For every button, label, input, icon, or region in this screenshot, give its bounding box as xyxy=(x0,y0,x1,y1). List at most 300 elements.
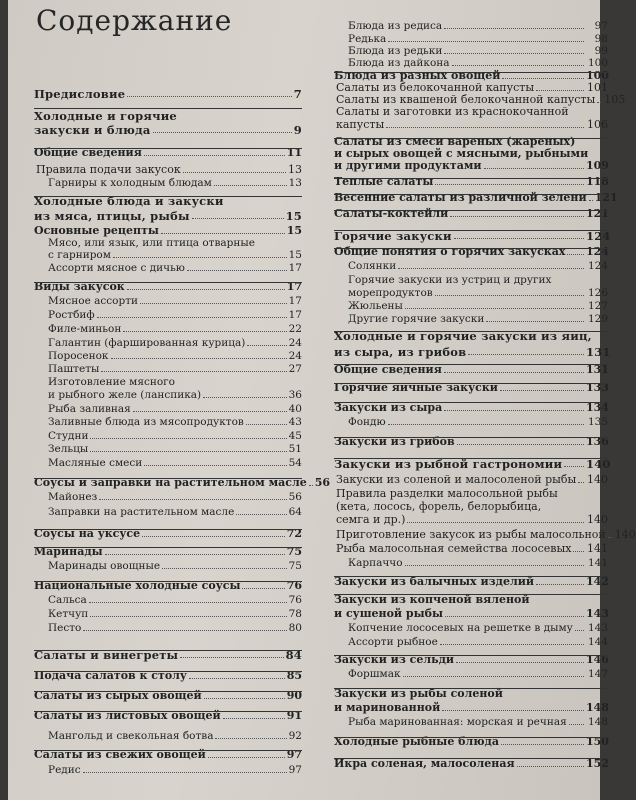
dot-leader xyxy=(144,465,286,466)
dot-leader xyxy=(578,482,584,483)
toc-entry-title: Закуски из копченой вяленой xyxy=(334,593,530,606)
toc-entry-page: 13 xyxy=(288,177,302,189)
toc-entry-title: Паштеты xyxy=(48,363,100,375)
toc-entry xyxy=(334,313,608,325)
dot-leader xyxy=(486,321,584,322)
dot-leader xyxy=(236,514,286,515)
toc-entry-title: Подача салатов к столу xyxy=(34,669,187,682)
toc-entry xyxy=(34,416,302,428)
toc-entry-page: 92 xyxy=(288,730,302,742)
section-divider xyxy=(334,72,608,73)
toc-entry-title: Салаты из белокочанной капусты xyxy=(336,81,535,94)
toc-entry xyxy=(334,402,608,414)
toc-entry-title: и сушеной рыбы xyxy=(334,607,444,620)
toc-entry-page: 75 xyxy=(286,545,302,558)
toc-entry xyxy=(334,474,608,486)
dot-leader xyxy=(127,289,285,290)
dot-leader xyxy=(142,536,285,537)
toc-entry xyxy=(334,345,611,359)
dot-leader xyxy=(500,390,584,391)
toc-entry-title: морепродуктов xyxy=(348,287,433,299)
toc-entry xyxy=(34,560,302,572)
toc-entry xyxy=(334,229,611,243)
toc-entry-page: 17 xyxy=(288,309,302,321)
toc-entry-page: 17 xyxy=(288,262,302,274)
toc-entry-page: 97 xyxy=(288,764,302,776)
toc-entry-title: Заправки на растительном масле xyxy=(48,506,235,518)
toc-entry-page: 106 xyxy=(587,118,608,131)
toc-entry xyxy=(34,124,302,136)
dot-leader xyxy=(405,308,584,309)
toc-entry-page: 91 xyxy=(286,709,302,722)
toc-entry-title: Карпаччо xyxy=(348,557,403,569)
dot-leader xyxy=(444,372,584,373)
toc-entry-title: Общие понятия о горячих закусках xyxy=(334,245,566,258)
dot-leader xyxy=(89,602,287,603)
toc-entry xyxy=(334,119,608,131)
dot-leader xyxy=(569,724,584,725)
dot-leader xyxy=(435,295,584,296)
toc-entry-page: 152 xyxy=(586,757,609,770)
toc-entry-title: Горячие яичные закуски xyxy=(334,381,498,394)
toc-entry-title: из мяса, птицы, рыбы xyxy=(34,209,190,223)
toc-entry-title: Основные рецепты xyxy=(34,224,159,237)
section-divider xyxy=(334,655,608,656)
toc-entry xyxy=(334,702,608,714)
toc-entry-page: 9 xyxy=(293,123,302,137)
toc-entry-page: 7 xyxy=(293,87,302,101)
section-divider xyxy=(34,547,302,548)
toc-entry xyxy=(334,260,608,272)
toc-entry xyxy=(334,594,608,606)
toc-entry-title: Национальные холодные соусы xyxy=(34,579,241,592)
toc-entry-title: капусты xyxy=(336,118,385,131)
toc-entry-page: 105 xyxy=(604,93,626,106)
toc-entry xyxy=(34,323,302,335)
toc-entry-page: 17 xyxy=(288,295,302,307)
dot-leader xyxy=(183,172,286,173)
toc-entry-page: 127 xyxy=(587,300,608,312)
toc-entry xyxy=(34,262,302,274)
dot-leader xyxy=(450,216,584,217)
toc-entry-page: 97 xyxy=(286,748,302,761)
toc-entry-title: Холодные блюда и закуски xyxy=(34,194,224,208)
dot-leader xyxy=(204,698,285,699)
toc-entry-title: (кета, лосось, форель, белорыбица, xyxy=(336,500,542,513)
toc-entry-page: 51 xyxy=(288,443,302,455)
toc-entry-title: Закуски из соленой и малосоленой рыбы xyxy=(336,473,577,486)
dot-leader xyxy=(140,303,287,304)
dot-leader xyxy=(452,65,584,66)
toc-entry xyxy=(334,528,636,541)
toc-entry-title: Закуски из сельди xyxy=(334,653,455,666)
toc-entry-title: и сырых овощей с мясными, рыбными xyxy=(334,147,589,160)
dot-leader xyxy=(223,718,285,719)
toc-entry-title: Салаты из квашеной белокочанной капусты xyxy=(336,93,596,106)
toc-entry xyxy=(334,33,608,45)
toc-entry-page: 140 xyxy=(586,457,611,471)
dot-leader xyxy=(597,102,601,103)
toc-entry-title: Песто xyxy=(48,622,82,634)
dot-leader xyxy=(208,757,285,758)
dot-leader xyxy=(111,358,287,359)
toc-entry-title: Другие горячие закуски xyxy=(348,313,485,325)
toc-entry-page: 85 xyxy=(286,669,302,682)
toc-entry xyxy=(34,457,302,469)
toc-entry-page: 143 xyxy=(586,607,609,620)
toc-entry-page: 121 xyxy=(586,207,609,220)
dot-leader xyxy=(113,257,287,258)
toc-entry-title: Предисловие xyxy=(34,87,126,101)
toc-entry-title: Мясное ассорти xyxy=(48,295,138,307)
toc-entry-page: 146 xyxy=(586,653,609,666)
toc-entry-title: Салаты и заготовки из краснокочанной xyxy=(336,105,569,118)
toc-entry xyxy=(334,716,608,728)
dot-leader xyxy=(501,744,584,745)
toc-entry-title: Изготовление мясного xyxy=(48,376,175,388)
toc-entry-title: Фондю xyxy=(348,416,386,428)
dot-leader xyxy=(83,772,287,773)
toc-entry xyxy=(334,576,608,588)
dot-leader xyxy=(444,410,584,411)
toc-entry xyxy=(334,501,608,513)
dot-leader xyxy=(203,397,286,398)
section-divider xyxy=(334,576,608,577)
dot-leader xyxy=(99,499,286,500)
toc-entry xyxy=(334,364,608,376)
toc-entry-page: 118 xyxy=(586,175,609,188)
toc-entry-title: Сальса xyxy=(48,594,87,606)
dot-leader xyxy=(162,568,287,569)
toc-entry-page: 129 xyxy=(587,313,608,325)
toc-entry-page: 124 xyxy=(586,229,611,243)
toc-entry-title: Заливные блюда из мясопродуктов xyxy=(48,416,244,428)
section-divider xyxy=(34,196,302,197)
dot-leader xyxy=(180,657,283,658)
toc-entry-page: 99 xyxy=(594,45,608,57)
toc-entry-title: Масляные смеси xyxy=(48,457,143,469)
toc-entry-title: Салаты-коктейли xyxy=(334,207,449,220)
toc-entry-page: 101 xyxy=(587,81,608,94)
dot-leader xyxy=(407,522,584,523)
toc-entry-page: 144 xyxy=(587,636,608,648)
toc-entry-page: 45 xyxy=(288,430,302,442)
toc-entry-page: 36 xyxy=(288,389,302,401)
toc-entry xyxy=(34,443,302,455)
toc-entry-page: 84 xyxy=(285,648,302,662)
toc-entry-title: Весенние салаты из различной зелени xyxy=(334,191,587,204)
dot-leader xyxy=(567,254,584,255)
dot-leader xyxy=(517,766,584,767)
section-divider xyxy=(34,529,302,530)
toc-entry-page: 64 xyxy=(288,506,302,518)
toc-entry-page: 121 xyxy=(594,191,618,204)
toc-entry-title: Ассорти мясное с дичью xyxy=(48,262,185,274)
dot-leader xyxy=(242,588,284,589)
toc-entry xyxy=(34,491,302,503)
toc-entry-title: Холодные и горячие xyxy=(34,109,177,123)
toc-entry-title: Блюда из редиса xyxy=(348,20,443,32)
toc-entry xyxy=(34,730,302,742)
dot-leader xyxy=(192,218,284,219)
section-divider xyxy=(34,750,302,751)
toc-entry-page: 124 xyxy=(586,245,609,258)
toc-entry-page: 56 xyxy=(314,476,331,489)
dot-leader xyxy=(442,710,584,711)
toc-entry xyxy=(334,457,611,471)
toc-entry-title: Кетчуп xyxy=(48,608,89,620)
toc-entry-title: Маринады овощные xyxy=(48,560,161,572)
toc-entry-title: Салаты из листовых овощей xyxy=(34,709,221,722)
toc-entry-page: 140 xyxy=(587,513,608,526)
dot-leader xyxy=(123,331,286,332)
book-page xyxy=(8,0,636,800)
section-divider xyxy=(34,148,302,149)
section-divider xyxy=(34,282,302,283)
toc-entry-page: 11 xyxy=(286,146,302,159)
toc-entry xyxy=(334,416,608,428)
dot-leader xyxy=(435,184,584,185)
toc-entry-page: 78 xyxy=(288,608,302,620)
dot-leader xyxy=(398,268,584,269)
dot-leader xyxy=(153,132,292,133)
dot-leader xyxy=(90,451,286,452)
toc-entry xyxy=(334,20,608,32)
section-divider xyxy=(334,437,608,438)
toc-entry-title: Закуски из рыбной гастрономии xyxy=(334,457,563,471)
section-divider xyxy=(34,108,302,109)
section-divider xyxy=(34,671,302,672)
dot-leader xyxy=(536,584,584,585)
toc-entry-title: Ассорти рыбное xyxy=(348,636,438,648)
toc-entry-page: 140 xyxy=(614,528,636,541)
toc-entry xyxy=(34,110,302,122)
section-divider xyxy=(334,210,608,211)
toc-entry-title: Рыба маринованная: морская и речная xyxy=(348,716,567,728)
toc-entry xyxy=(34,622,302,634)
dot-leader xyxy=(405,565,584,566)
toc-entry-page: 90 xyxy=(286,689,302,702)
toc-entry-page: 133 xyxy=(586,381,609,394)
section-divider xyxy=(334,688,608,689)
toc-entry-page: 100 xyxy=(587,57,608,69)
toc-entry-page: 54 xyxy=(288,457,302,469)
section-divider xyxy=(34,581,302,582)
toc-entry-page: 136 xyxy=(586,435,609,448)
toc-entry-page: 76 xyxy=(286,579,302,592)
toc-entry-title: закуски и блюда xyxy=(34,123,151,137)
dot-leader xyxy=(90,616,286,617)
dot-leader xyxy=(247,345,286,346)
dot-leader xyxy=(440,644,584,645)
toc-entry-title: Блюда из редьки xyxy=(348,45,443,57)
toc-entry xyxy=(34,177,302,189)
toc-entry-title: Рыба малосольная семейства лососевых xyxy=(336,542,572,555)
section-divider xyxy=(34,478,302,479)
toc-entry-title: Салаты из сырых овощей xyxy=(34,689,202,702)
toc-entry-title: Зельцы xyxy=(48,443,89,455)
toc-entry xyxy=(334,106,608,118)
dot-leader xyxy=(403,676,584,677)
dot-leader xyxy=(187,270,287,271)
dot-leader xyxy=(189,678,285,679)
toc-entry-title: Жюльены xyxy=(348,300,403,312)
toc-entry-page: 100 xyxy=(586,69,609,82)
toc-entry-title: Общие сведения xyxy=(334,363,442,376)
section-divider xyxy=(334,230,608,231)
toc-entry-page: 131 xyxy=(586,363,609,376)
toc-entry xyxy=(34,363,302,375)
dot-leader xyxy=(90,438,286,439)
toc-entry xyxy=(334,300,608,312)
dot-leader xyxy=(456,662,584,663)
toc-entry-title: Поросенок xyxy=(48,350,109,362)
toc-entry-title: Горячие закуски из устриц и других xyxy=(348,274,552,286)
toc-entry-page: 97 xyxy=(594,20,608,32)
toc-entry-page: 27 xyxy=(288,363,302,375)
toc-entry-page: 24 xyxy=(288,350,302,362)
toc-entry-title: и рыбного желе (ланспика) xyxy=(48,389,202,401)
toc-entry xyxy=(334,45,608,57)
toc-entry-page: 56 xyxy=(288,491,302,503)
toc-entry xyxy=(34,210,302,222)
toc-entry-title: Блюда из разных овощей xyxy=(334,69,501,82)
dot-leader xyxy=(457,444,584,445)
toc-entry xyxy=(334,274,608,286)
page-title: Содержание xyxy=(36,4,233,37)
toc-entry-title: Блюда из дайкона xyxy=(348,57,450,69)
toc-entry-title: Маринады xyxy=(34,545,103,558)
dot-leader xyxy=(246,424,287,425)
toc-entry-title: Холодные рыбные блюда xyxy=(334,735,499,748)
section-divider xyxy=(334,758,608,759)
toc-entry xyxy=(334,57,608,69)
toc-entry xyxy=(334,287,608,299)
toc-entry-title: Ростбиф xyxy=(48,309,95,321)
dot-leader xyxy=(444,28,584,29)
toc-entry xyxy=(34,164,302,176)
section-divider xyxy=(334,138,608,139)
toc-entry-title: Теплые салаты xyxy=(334,175,434,188)
toc-entry-page: 40 xyxy=(288,403,302,415)
toc-entry-page: 141 xyxy=(587,542,608,555)
section-divider xyxy=(334,383,608,384)
toc-entry-page: 13 xyxy=(288,163,302,176)
toc-entry-page: 135 xyxy=(587,416,608,428)
toc-entry xyxy=(334,160,608,172)
section-divider xyxy=(334,178,608,179)
section-divider xyxy=(34,691,302,692)
dot-leader xyxy=(445,616,584,617)
toc-entry-page: 140 xyxy=(587,473,608,486)
dot-leader xyxy=(97,317,287,318)
dot-leader xyxy=(444,53,584,54)
toc-entry-title: семга и др.) xyxy=(336,513,406,526)
toc-entry xyxy=(34,350,302,362)
toc-entry-page: 134 xyxy=(586,401,609,414)
dot-leader xyxy=(144,155,285,156)
toc-entry xyxy=(34,237,302,249)
toc-entry xyxy=(334,514,608,526)
toc-entry-title: Галантин (фаршированная курица) xyxy=(48,337,246,349)
toc-entry-page: 22 xyxy=(288,323,302,335)
toc-entry xyxy=(334,688,608,700)
dot-leader xyxy=(127,96,292,97)
section-divider xyxy=(334,594,608,595)
toc-entry-page: 143 xyxy=(587,622,608,634)
section-divider xyxy=(34,650,302,651)
toc-entry-title: и другими продуктами xyxy=(334,159,482,172)
toc-entry-title: Студни xyxy=(48,430,89,442)
toc-entry-page: 15 xyxy=(288,249,302,261)
toc-entry xyxy=(34,88,302,100)
toc-entry-title: Холодные и горячие закуски из яиц, xyxy=(334,329,592,343)
toc-entry-title: Гарниры к холодным блюдам xyxy=(48,177,212,189)
dot-leader xyxy=(468,354,584,355)
toc-entry-page: 148 xyxy=(586,701,609,714)
dot-leader xyxy=(386,127,584,128)
toc-entry xyxy=(34,764,302,776)
toc-entry-page: 72 xyxy=(286,527,302,540)
toc-entry-title: Соусы на уксусе xyxy=(34,527,141,540)
toc-entry-title: Соусы и заправки на растительном масле xyxy=(34,476,307,489)
toc-entry xyxy=(34,506,302,518)
toc-entry-page: 98 xyxy=(594,33,608,45)
toc-entry xyxy=(34,376,302,388)
toc-entry-title: Салаты и винегреты xyxy=(34,648,179,662)
toc-entry-title: Закуски из рыбы соленой xyxy=(334,687,503,700)
dot-leader xyxy=(484,168,584,169)
toc-entry-title: Копчение лососевых на решетке в дыму xyxy=(348,622,573,634)
toc-entry-title: Рыба заливная xyxy=(48,403,131,415)
toc-entry-page: 148 xyxy=(587,716,608,728)
toc-entry xyxy=(34,403,302,415)
toc-entry-title: Закуски из сыра xyxy=(334,401,443,414)
toc-entry xyxy=(34,430,302,442)
section-divider xyxy=(334,194,608,195)
toc-entry xyxy=(34,389,302,401)
toc-entry-title: из сыра, из грибов xyxy=(334,345,467,359)
dot-leader xyxy=(101,371,286,372)
section-divider xyxy=(334,364,608,365)
toc-entry xyxy=(334,557,608,569)
dot-leader xyxy=(133,411,287,412)
toc-entry xyxy=(334,636,608,648)
toc-entry-page: 124 xyxy=(587,260,608,272)
dot-leader xyxy=(564,466,584,467)
toc-entry-title: Филе-миньон xyxy=(48,323,122,335)
toc-entry-title: Виды закусок xyxy=(34,280,125,293)
toc-entry-title: Мясо, или язык, или птица отварные xyxy=(48,237,255,249)
toc-entry-title: Правила разделки малосольной рыбы xyxy=(336,487,558,500)
dot-leader xyxy=(388,424,584,425)
toc-entry-title: Редька xyxy=(348,33,387,45)
dot-leader xyxy=(589,200,593,201)
toc-entry-title: Общие сведения xyxy=(34,146,142,159)
toc-entry-title: с гарниром xyxy=(48,249,111,261)
dot-leader xyxy=(215,738,286,739)
toc-entry xyxy=(334,608,608,620)
toc-entry-page: 17 xyxy=(286,280,302,293)
dot-leader xyxy=(608,537,612,538)
dot-leader xyxy=(536,90,584,91)
section-divider xyxy=(34,711,302,712)
toc-entry-page: 76 xyxy=(288,594,302,606)
toc-entry-page: 126 xyxy=(587,287,608,299)
toc-entry-title: Приготовление закусок из рыбы малосольной xyxy=(336,528,606,541)
toc-entry-page: 15 xyxy=(286,224,302,237)
toc-entry-page: 141 xyxy=(587,557,608,569)
